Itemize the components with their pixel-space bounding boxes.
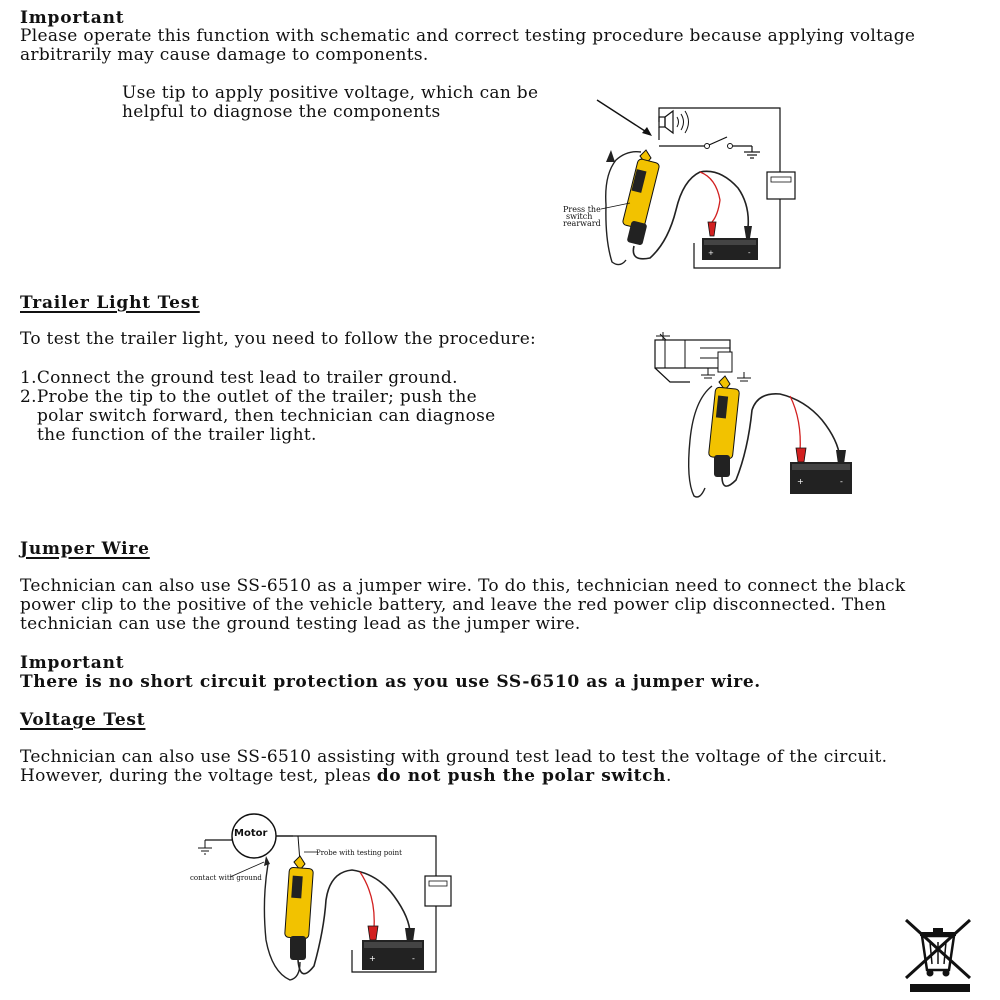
trailer-step2-b: polar switch forward, then technician can diagnose: [37, 406, 496, 426]
press-label-line3: rearward: [563, 219, 601, 228]
svg-text:+: +: [708, 249, 714, 257]
jumper-text-line2: power clip to the positive of the vehicle battery, and leave the red power clip disconnected. Then: [20, 595, 887, 615]
important2-text: There is no short circuit protection as you use SS-6510 as a jumper wire.: [20, 672, 761, 692]
jumper-text-line1: Technician can also use SS-6510 as a jumper wire. To do this, technician need to connect the black: [20, 576, 906, 596]
tip-note-line2: helpful to diagnose the components: [122, 102, 441, 122]
important-heading: Important: [20, 8, 125, 28]
svg-text:+: +: [797, 477, 804, 486]
ground-contact-label: contact with ground: [190, 874, 262, 882]
weee-bin-icon: [900, 918, 980, 998]
trailer-step2-a: 2.Probe the tip to the outlet of the trailer; push the: [20, 387, 478, 407]
trailer-step1: 1.Connect the ground test lead to trailer ground.: [20, 368, 458, 388]
probe-label: Probe with testing point: [316, 849, 402, 857]
svg-text:-: -: [412, 954, 415, 963]
trailer-heading: Trailer Light Test: [20, 293, 200, 313]
press-label-line2: switch: [566, 212, 593, 221]
jumper-text-line3: technician can use the ground testing lead as the jumper wire.: [20, 614, 581, 634]
important-text-line1: Please operate this function with schematic and correct testing procedure because applying voltage: [20, 26, 916, 46]
motor-label: Motor: [234, 828, 268, 839]
battery-icon: [362, 940, 424, 970]
voltage-text-line1: Technician can also use SS-6510 assisting with ground test lead to test the voltage of the circuit.: [20, 747, 888, 767]
voltage-heading: Voltage Test: [20, 710, 146, 730]
jumper-heading: Jumper Wire: [20, 539, 150, 559]
svg-text:+: +: [369, 954, 376, 963]
trailer-step2-c: the function of the trailer light.: [37, 425, 317, 445]
svg-text:-: -: [840, 477, 843, 486]
ground-symbol-icon: [198, 840, 212, 854]
important2-heading: Important: [20, 653, 125, 673]
voltage-warning: do not push the polar switch: [376, 766, 667, 786]
svg-text:-: -: [748, 249, 751, 257]
important-text-line2: arbitrarily may cause damage to components.: [20, 45, 429, 65]
trailer-intro: To test the trailer light, you need to follow the procedure:: [20, 329, 537, 349]
voltage-text-line2: However, during the voltage test, pleas do not push the polar switch.: [20, 766, 672, 786]
tip-note-line1: Use tip to apply positive voltage, which can be: [122, 83, 539, 103]
press-label-line1: Press the: [563, 205, 601, 214]
